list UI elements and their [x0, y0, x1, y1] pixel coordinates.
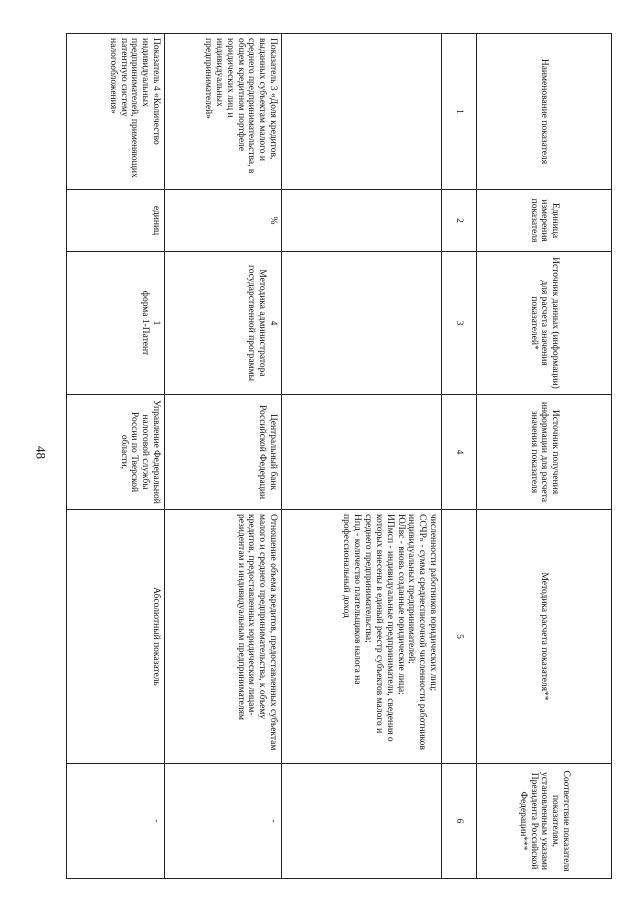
column-number-row	[442, 34, 477, 879]
header-indicator-name: Наименование показателя	[477, 34, 612, 190]
indicator-info-source: Управление Федеральной налоговой службы России по Тверской области,	[67, 395, 165, 510]
table-cell	[282, 764, 442, 879]
table-cell	[282, 34, 442, 190]
header-unit: Единица измерения показателя	[477, 190, 612, 252]
indicator-data-source: 1 форма 1-Патент	[67, 252, 165, 395]
indicator-calculation-method: Отношение объема кредитов, предоставленных субъектам малого и среднего предпринимательства, к объему кредитов, предоставленных юридическим лицам-резидентам и индивидуальным предпринимателям	[165, 510, 282, 764]
column-number: 4	[442, 395, 477, 510]
table-cell	[282, 395, 442, 510]
table-row	[282, 34, 442, 879]
indicator-unit: %	[165, 190, 282, 252]
indicators-table	[66, 33, 612, 879]
header-info-source: Источник получения информации для расчета значения показателя	[477, 395, 612, 510]
indicator-data-source: 4 Методика администратора государственной программы	[165, 252, 282, 395]
indicator-name: Показатель 4 «Количество индивидуальных предпринимателей, применяющих патентную систему налогообложения»	[67, 34, 165, 190]
indicator-decree-match: -	[67, 764, 165, 879]
indicator-info-source: Центральный банк Российской Федерации	[165, 395, 282, 510]
column-number: 5	[442, 510, 477, 764]
column-number: 3	[442, 252, 477, 395]
header-row	[477, 34, 612, 879]
calculation-method-text: численности работников юридических лиц; ССЧРₙ - сумма среднесписочной численности работников индивидуальных предпринимателей; ЮЛвс - вновь созданные юридические лица; ИПмсп - индивидуальные предприниматели, сведения о которых внесены в единый реестр субъектов малого и среднего предпринимательства; Нпд - количество плательщиков налога на профессиональный доход	[282, 510, 442, 764]
indicator-decree-match: -	[165, 764, 282, 879]
indicators-table-wrapper	[67, 33, 612, 878]
column-number: 6	[442, 764, 477, 879]
indicator-name: Показатель 3 «Доля кредитов, выданных субъектам малого и среднего предпринимательства, в общем кредитном портфеле юридических лиц и индивидуальных предпринимателей»	[165, 34, 282, 190]
header-presidential-decree-match: Соответствие показателя показателям, установленным указами Президента Российской Федерации***	[477, 764, 612, 879]
header-calculation-method: Методика расчета показателя**	[477, 510, 612, 764]
indicator-calculation-method: Абсолютный показатель	[67, 510, 165, 764]
page-number: 48	[33, 446, 49, 459]
column-number: 2	[442, 190, 477, 252]
table-cell	[282, 190, 442, 252]
indicator-unit: единиц	[67, 190, 165, 252]
header-data-source: Источник данных (информации) для расчета значения показателей*	[477, 252, 612, 395]
column-number: 1	[442, 34, 477, 190]
table-row	[165, 34, 282, 879]
table-cell	[282, 252, 442, 395]
table-row	[67, 34, 165, 879]
